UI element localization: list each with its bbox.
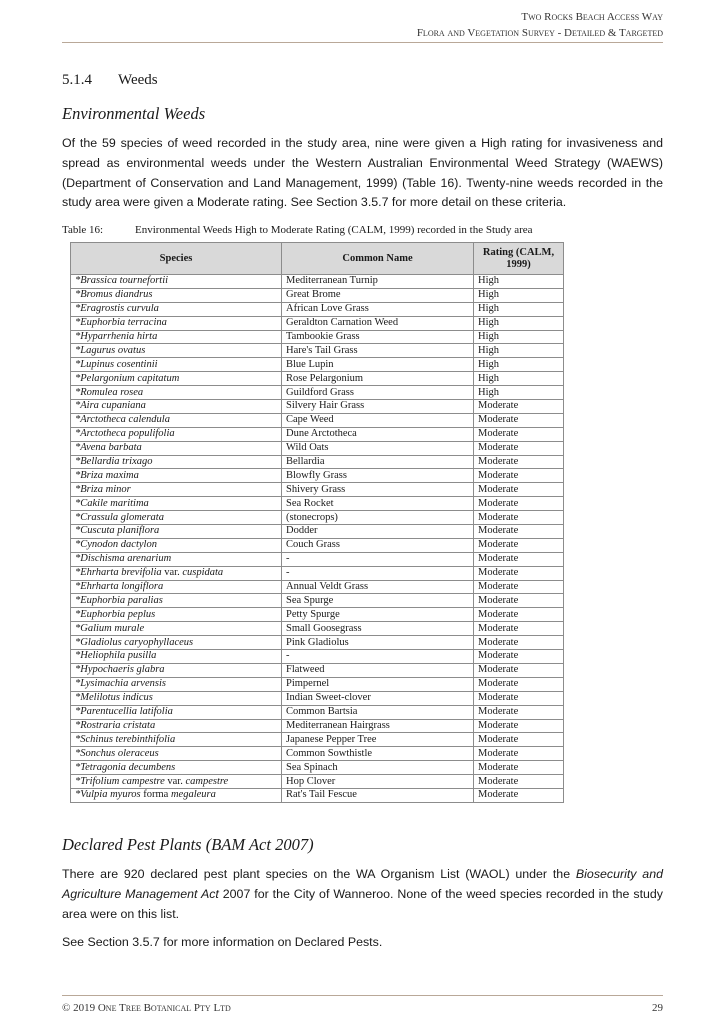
species-name: *Sonchus oleraceus: [75, 747, 159, 759]
table-row: [71, 344, 564, 358]
species-name: *Arctotheca calendula: [75, 414, 170, 426]
species-name: *Avena barbata: [75, 442, 142, 454]
table-row: [71, 747, 564, 761]
table-caption-text: Environmental Weeds High to Moderate Rating (CALM, 1999) recorded in the Study area: [135, 224, 533, 236]
environmental-weeds-heading: Environmental Weeds: [62, 104, 206, 123]
species-rank: var.: [164, 775, 186, 787]
table-row: [71, 525, 564, 539]
species-rank: forma: [140, 789, 171, 801]
table-row: [71, 775, 564, 789]
species-infraname: cuspidata: [182, 567, 224, 579]
species-name: *Brassica tournefortii: [75, 275, 169, 287]
rating-cell: Moderate: [474, 761, 564, 775]
species-cell: [71, 400, 282, 414]
species-name: *Bellardia trixago: [75, 456, 153, 468]
species-cell: [71, 441, 282, 455]
table-row: [71, 761, 564, 775]
species-cell: [71, 525, 282, 539]
species-cell: [71, 511, 282, 525]
table-row: [71, 386, 564, 400]
rating-cell: High: [474, 344, 564, 358]
section-title: Weeds: [118, 72, 158, 88]
rating-cell: Moderate: [474, 705, 564, 719]
species-cell: [71, 705, 282, 719]
species-cell: [71, 469, 282, 483]
rating-cell: Moderate: [474, 594, 564, 608]
common-name-cell: Blue Lupin: [282, 358, 474, 372]
species-cell: [71, 747, 282, 761]
species-cell: [71, 497, 282, 511]
rating-cell: High: [474, 372, 564, 386]
species-name: *Melilotus indicus: [75, 692, 153, 704]
rating-cell: Moderate: [474, 469, 564, 483]
environmental-weeds-table: [70, 242, 564, 803]
species-cell: [71, 650, 282, 664]
species-name: *Hyparrhenia hirta: [75, 331, 158, 342]
table-row: [71, 330, 564, 344]
rating-cell: High: [474, 302, 564, 316]
species-cell: [71, 677, 282, 691]
table-row: [71, 358, 564, 372]
species-name: *Euphorbia paralias: [75, 594, 163, 606]
common-name-cell: Guildford Grass: [282, 386, 474, 400]
species-name: *Lagurus ovatus: [75, 344, 146, 356]
table-row: [71, 400, 564, 414]
table-row: [71, 552, 564, 566]
table-row: [71, 538, 564, 552]
rating-cell: Moderate: [474, 775, 564, 789]
running-header: [417, 9, 663, 41]
species-cell: [71, 358, 282, 372]
rating-cell: Moderate: [474, 497, 564, 511]
rating-cell: Moderate: [474, 483, 564, 497]
table-header-row: [71, 243, 564, 275]
common-name-cell: African Love Grass: [282, 302, 474, 316]
column-header-species: Species: [71, 243, 282, 275]
common-name-cell: Hare's Tail Grass: [282, 344, 474, 358]
common-name-cell: Shivery Grass: [282, 483, 474, 497]
species-name: *Tetragonia decumbens: [75, 761, 176, 773]
rating-cell: Moderate: [474, 677, 564, 691]
rating-cell: Moderate: [474, 608, 564, 622]
table-row: [71, 511, 564, 525]
common-name-cell: -: [282, 566, 474, 580]
common-name-cell: Dodder: [282, 525, 474, 539]
species-name: *Dischisma arenarium: [75, 553, 172, 565]
species-cell: [71, 552, 282, 566]
rating-cell: High: [474, 275, 564, 289]
rating-cell: High: [474, 358, 564, 372]
rating-cell: Moderate: [474, 538, 564, 552]
species-name: *Briza minor: [75, 483, 131, 495]
rating-cell: Moderate: [474, 427, 564, 441]
rating-cell: Moderate: [474, 441, 564, 455]
common-name-cell: Sea Rocket: [282, 497, 474, 511]
common-name-cell: Pink Gladiolus: [282, 636, 474, 650]
species-name: *Arctotheca populifolia: [75, 428, 175, 440]
common-name-cell: Cape Weed: [282, 413, 474, 427]
species-name: *Romulea rosea: [75, 386, 144, 398]
common-name-cell: Annual Veldt Grass: [282, 580, 474, 594]
species-cell: [71, 594, 282, 608]
species-cell: [71, 386, 282, 400]
common-name-cell: Sea Spurge: [282, 594, 474, 608]
species-name: *Cuscuta planiflora: [75, 525, 160, 537]
species-infraname: megaleura: [170, 789, 216, 801]
declared-pest-plants-heading: Declared Pest Plants (BAM Act 2007): [62, 835, 314, 854]
common-name-cell: Great Brome: [282, 288, 474, 302]
common-name-cell: Common Bartsia: [282, 705, 474, 719]
rating-cell: Moderate: [474, 552, 564, 566]
table-row: [71, 469, 564, 483]
species-cell: [71, 302, 282, 316]
common-name-cell: Mediterranean Turnip: [282, 275, 474, 289]
species-cell: [71, 330, 282, 344]
declared-text-2: 2007 for the City of Wanneroo. None of the weed species recorded in the study area were on this list.: [62, 886, 663, 921]
header-report-title: Flora and Vegetation Survey - Detailed & Targeted: [416, 27, 663, 39]
declared-pest-paragraph: [62, 865, 663, 924]
rating-cell: Moderate: [474, 650, 564, 664]
rating-cell: Moderate: [474, 455, 564, 469]
rating-cell: Moderate: [474, 511, 564, 525]
species-name: *Aira cupaniana: [75, 400, 146, 412]
table-label: Table 16:: [62, 224, 104, 236]
rating-cell: Moderate: [474, 691, 564, 705]
common-name-cell: Hop Clover: [282, 775, 474, 789]
species-cell: [71, 580, 282, 594]
table-row: [71, 594, 564, 608]
common-name-cell: Small Goosegrass: [282, 622, 474, 636]
rating-cell: Moderate: [474, 747, 564, 761]
table-row: [71, 663, 564, 677]
species-cell: [71, 538, 282, 552]
species-name: *Schinus terebinthifolia: [75, 733, 176, 745]
species-name: *Cakile maritima: [75, 497, 149, 509]
species-name: *Lysimachia arvensis: [75, 678, 166, 690]
table-row: [71, 650, 564, 664]
species-name: *Vulpia myuros: [75, 789, 141, 801]
species-name: *Parentucellia latifolia: [75, 706, 173, 718]
declared-text-1: There are 920 declared pest plant species on the WA Organism List (WAOL) under the: [62, 867, 576, 881]
table-row: [71, 455, 564, 469]
species-cell: [71, 719, 282, 733]
species-name: *Briza maxima: [75, 469, 139, 481]
species-cell: [71, 622, 282, 636]
species-cell: [71, 691, 282, 705]
common-name-cell: Flatweed: [282, 663, 474, 677]
rating-cell: Moderate: [474, 663, 564, 677]
rating-cell: Moderate: [474, 525, 564, 539]
species-cell: [71, 413, 282, 427]
species-cell: [71, 455, 282, 469]
common-name-cell: Silvery Hair Grass: [282, 400, 474, 414]
species-cell: [71, 316, 282, 330]
table-caption: [62, 224, 533, 236]
species-cell: [71, 372, 282, 386]
table-row: [71, 302, 564, 316]
species-name: *Crassula glomerata: [75, 511, 164, 523]
table-row: [71, 275, 564, 289]
common-name-cell: Mediterranean Hairgrass: [282, 719, 474, 733]
footer-divider: [62, 995, 663, 996]
species-name: *Ehrharta longiflora: [75, 581, 164, 593]
common-name-cell: Sea Spinach: [282, 761, 474, 775]
rating-cell: High: [474, 386, 564, 400]
species-cell: [71, 663, 282, 677]
table-row: [71, 733, 564, 747]
rating-cell: Moderate: [474, 400, 564, 414]
species-cell: [71, 788, 282, 802]
species-name: *Ehrharta brevifolia: [75, 567, 162, 579]
common-name-cell: Wild Oats: [282, 441, 474, 455]
table-row: [71, 427, 564, 441]
rating-cell: Moderate: [474, 566, 564, 580]
table-row: [71, 497, 564, 511]
table-row: [71, 636, 564, 650]
act-name: Biosecurity and Agriculture Management Act: [62, 867, 663, 901]
common-name-cell: Tambookie Grass: [282, 330, 474, 344]
table-row: [71, 608, 564, 622]
common-name-cell: Bellardia: [282, 455, 474, 469]
species-cell: [71, 566, 282, 580]
species-cell: [71, 775, 282, 789]
species-cell: [71, 483, 282, 497]
common-name-cell: Rose Pelargonium: [282, 372, 474, 386]
table-row: [71, 719, 564, 733]
header-project-title: Two Rocks Beach Access Way: [521, 11, 663, 23]
table-row: [71, 566, 564, 580]
rating-cell: High: [474, 288, 564, 302]
common-name-cell: (stonecrops): [282, 511, 474, 525]
species-name: *Gladiolus caryophyllaceus: [75, 636, 194, 648]
species-cell: [71, 288, 282, 302]
species-name: *Cynodon dactylon: [75, 539, 157, 551]
rating-cell: High: [474, 316, 564, 330]
table-row: [71, 580, 564, 594]
species-cell: [71, 636, 282, 650]
common-name-cell: Common Sowthistle: [282, 747, 474, 761]
table-row: [71, 413, 564, 427]
column-header-rating: Rating (CALM, 1999): [474, 243, 564, 275]
rating-cell: Moderate: [474, 719, 564, 733]
table-body: [71, 275, 564, 803]
species-name: *Lupinus cosentinii: [75, 358, 158, 370]
common-name-cell: Petty Spurge: [282, 608, 474, 622]
species-infraname: campestre: [185, 775, 229, 787]
common-name-cell: Rat's Tail Fescue: [282, 788, 474, 802]
common-name-cell: Geraldton Carnation Weed: [282, 316, 474, 330]
species-name: *Pelargonium capitatum: [75, 372, 180, 384]
rating-cell: Moderate: [474, 580, 564, 594]
species-name: *Euphorbia peplus: [75, 608, 156, 620]
common-name-cell: -: [282, 552, 474, 566]
column-header-common-name: Common Name: [282, 243, 474, 275]
declared-pest-see-section: See Section 3.5.7 for more information on Declared Pests.: [62, 935, 383, 949]
table-row: [71, 483, 564, 497]
species-rank: var.: [161, 567, 183, 579]
rating-cell: Moderate: [474, 636, 564, 650]
table-row: [71, 288, 564, 302]
species-cell: [71, 761, 282, 775]
rating-cell: Moderate: [474, 622, 564, 636]
table-row: [71, 705, 564, 719]
common-name-cell: Blowfly Grass: [282, 469, 474, 483]
species-cell: [71, 427, 282, 441]
species-cell: [71, 344, 282, 358]
header-divider: [62, 42, 663, 43]
common-name-cell: Couch Grass: [282, 538, 474, 552]
species-cell: [71, 733, 282, 747]
rating-cell: Moderate: [474, 788, 564, 802]
common-name-cell: Indian Sweet-clover: [282, 691, 474, 705]
rating-cell: Moderate: [474, 733, 564, 747]
species-name: *Hypochaeris glabra: [75, 664, 165, 676]
table-row: [71, 441, 564, 455]
rating-cell: High: [474, 330, 564, 344]
species-name: *Heliophila pusilla: [75, 650, 157, 662]
environmental-weeds-paragraph: Of the 59 species of weed recorded in the study area, nine were given a High rating for invasiveness and spread as environmental weeds under the Western Australian Environmental Weed Strategy (WAEWS) (Department of Conservation and Land Management, 1999) (Table 16). Twenty-nine weeds recorded in the study area were given a Moderate rating. See Section 3.5.7 for more detail on these criteria.: [62, 136, 663, 210]
species-name: *Bromus diandrus: [75, 289, 153, 301]
table-row: [71, 316, 564, 330]
species-cell: [71, 275, 282, 289]
table-row: [71, 372, 564, 386]
species-name: *Euphorbia terracina: [75, 317, 167, 329]
common-name-cell: Dune Arctotheca: [282, 427, 474, 441]
common-name-cell: Pimpernel: [282, 677, 474, 691]
species-name: *Trifolium campestre: [75, 775, 165, 787]
table-row: [71, 622, 564, 636]
common-name-cell: Japanese Pepper Tree: [282, 733, 474, 747]
table-row: [71, 677, 564, 691]
footer-copyright: © 2019 One Tree Botanical Pty Ltd: [62, 1002, 231, 1014]
page-number: 29: [652, 1002, 663, 1014]
species-name: *Galium murale: [75, 622, 145, 634]
rating-cell: Moderate: [474, 413, 564, 427]
species-name: *Eragrostis curvula: [75, 303, 159, 315]
section-number: 5.1.4: [62, 72, 92, 88]
table-row: [71, 691, 564, 705]
species-name: *Rostraria cristata: [75, 719, 156, 731]
table-row: [71, 788, 564, 802]
species-cell: [71, 608, 282, 622]
common-name-cell: -: [282, 650, 474, 664]
